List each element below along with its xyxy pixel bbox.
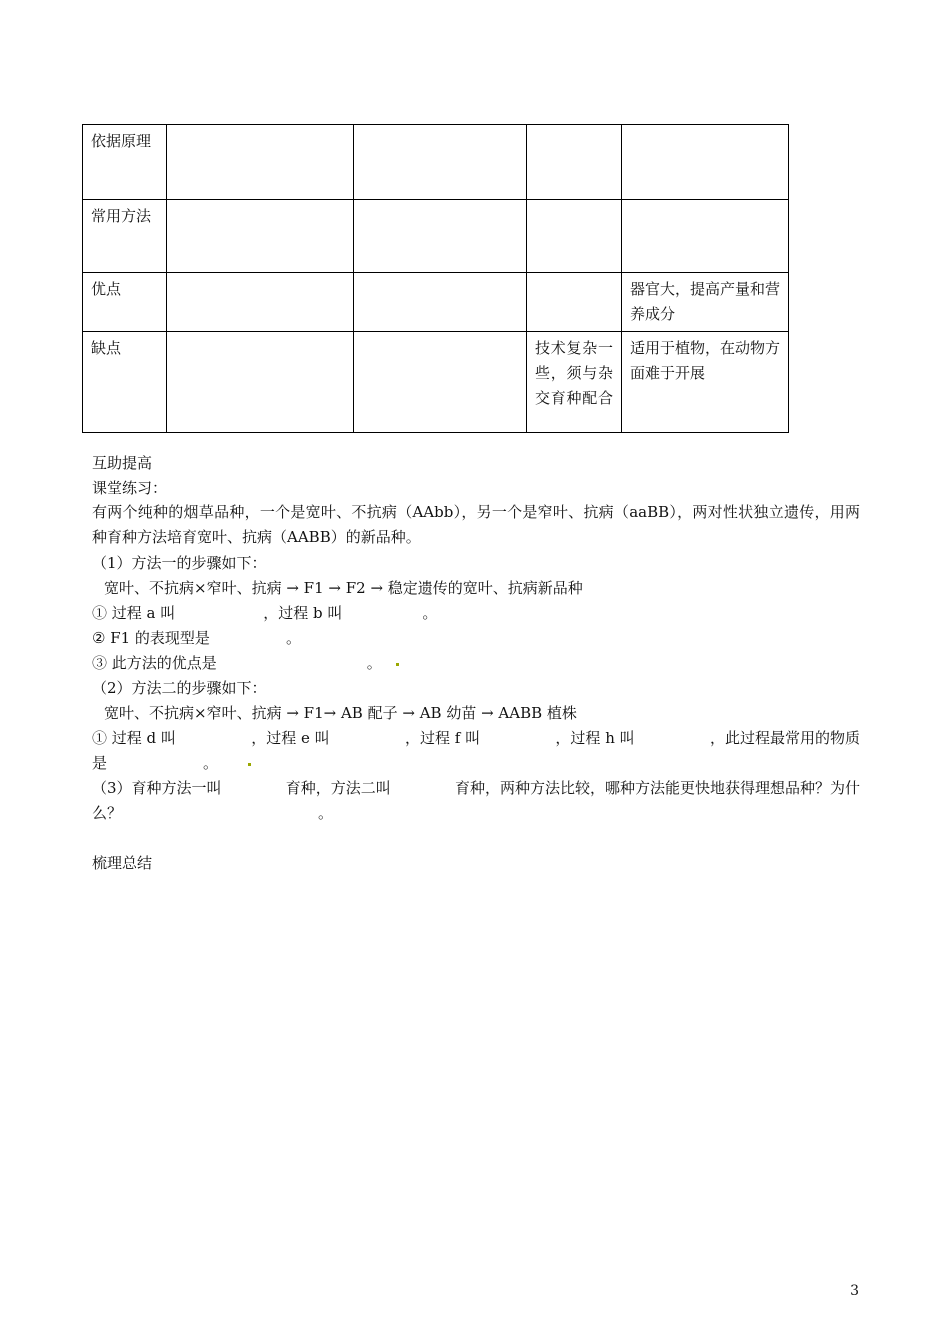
table-cell xyxy=(167,332,354,433)
table-cell xyxy=(167,125,354,200)
method2-steps: 宽叶、不抗病×窄叶、抗病 → F1→ AB 配子 → AB 幼苗 → AABB 植株 xyxy=(104,704,577,722)
question-text: ① 过程 d 叫 xyxy=(92,729,176,747)
table-cell xyxy=(527,200,622,273)
table-row xyxy=(83,332,789,433)
question-3-line-2 xyxy=(92,803,333,823)
question-text: 是 xyxy=(92,754,108,772)
question-text: ，过程 b 叫 xyxy=(263,604,343,622)
row-label: 依据原理 xyxy=(83,125,167,200)
section-heading-help: 互助提高 xyxy=(92,454,153,472)
method2-question-line-2 xyxy=(92,753,251,773)
question-text: ，此过程最常用的物质 xyxy=(709,729,860,747)
question-text: 育种，两种方法比较，哪种方法能更快地获得理想品种？为什 xyxy=(454,779,860,797)
table-row xyxy=(83,200,789,273)
question-text: ③ 此方法的优点是 xyxy=(92,654,217,672)
question-text: 。 xyxy=(285,629,301,647)
row-label: 缺点 xyxy=(83,332,167,433)
method2-question-line xyxy=(92,728,860,748)
table-cell xyxy=(354,273,527,332)
table-cell xyxy=(167,273,354,332)
row-label: 常用方法 xyxy=(83,200,167,273)
table-row xyxy=(83,273,789,332)
table-cell xyxy=(167,200,354,273)
question-text: ② F1 的表现型是 xyxy=(92,629,210,647)
question-text: （3）育种方法一叫 xyxy=(92,779,222,797)
table-cell: 适用于植物，在动物方面难于开展 xyxy=(622,332,789,433)
row-label: 优点 xyxy=(83,273,167,332)
table-cell xyxy=(527,273,622,332)
breeding-methods-table xyxy=(82,124,789,433)
page-number: 3 xyxy=(850,1283,859,1299)
question-text: ，过程 e 叫 xyxy=(251,729,330,747)
method1-question-2 xyxy=(92,628,301,648)
question-3-line xyxy=(92,778,860,798)
question-text: ，过程 h 叫 xyxy=(555,729,635,747)
method1-question-3 xyxy=(92,653,399,673)
table-cell xyxy=(622,125,789,200)
table-cell xyxy=(622,200,789,273)
practice-title: 课堂练习： xyxy=(92,479,168,497)
method1-question-1 xyxy=(92,603,437,623)
method1-steps: 宽叶、不抗病×窄叶、抗病 → F1 → F2 → 稳定遗传的宽叶、抗病新品种 xyxy=(104,579,583,597)
table-cell xyxy=(354,200,527,273)
question-text: 。 xyxy=(422,604,438,622)
problem-text: 有两个纯种的烟草品种，一个是宽叶、不抗病（AAbb），另一个是窄叶、抗病（aaBB），两对性状独立遗传，用两种育种方法培育宽叶、抗病（AABB）的新品种。 xyxy=(92,503,860,546)
section-heading-summary: 梳理总结 xyxy=(92,854,153,872)
table-row xyxy=(83,125,789,200)
question-text: 育种，方法二叫 xyxy=(285,779,391,797)
question-text: 么？ xyxy=(92,804,123,822)
table-cell: 器官大，提高产量和营养成分 xyxy=(622,273,789,332)
table-cell xyxy=(527,125,622,200)
method2-heading: （2）方法二的步骤如下： xyxy=(92,679,267,697)
question-text: 。 xyxy=(203,754,219,772)
marker-dot xyxy=(248,763,251,766)
question-text: 。 xyxy=(318,804,334,822)
table-cell xyxy=(354,332,527,433)
method1-heading: （1）方法一的步骤如下： xyxy=(92,554,267,572)
question-text: ① 过程 a 叫 xyxy=(92,604,176,622)
question-text: ，过程 f 叫 xyxy=(405,729,481,747)
table-cell: 技术复杂一些，须与杂交育种配合 xyxy=(527,332,622,433)
table-cell xyxy=(354,125,527,200)
question-text: 。 xyxy=(366,654,382,672)
marker-dot xyxy=(396,663,399,666)
